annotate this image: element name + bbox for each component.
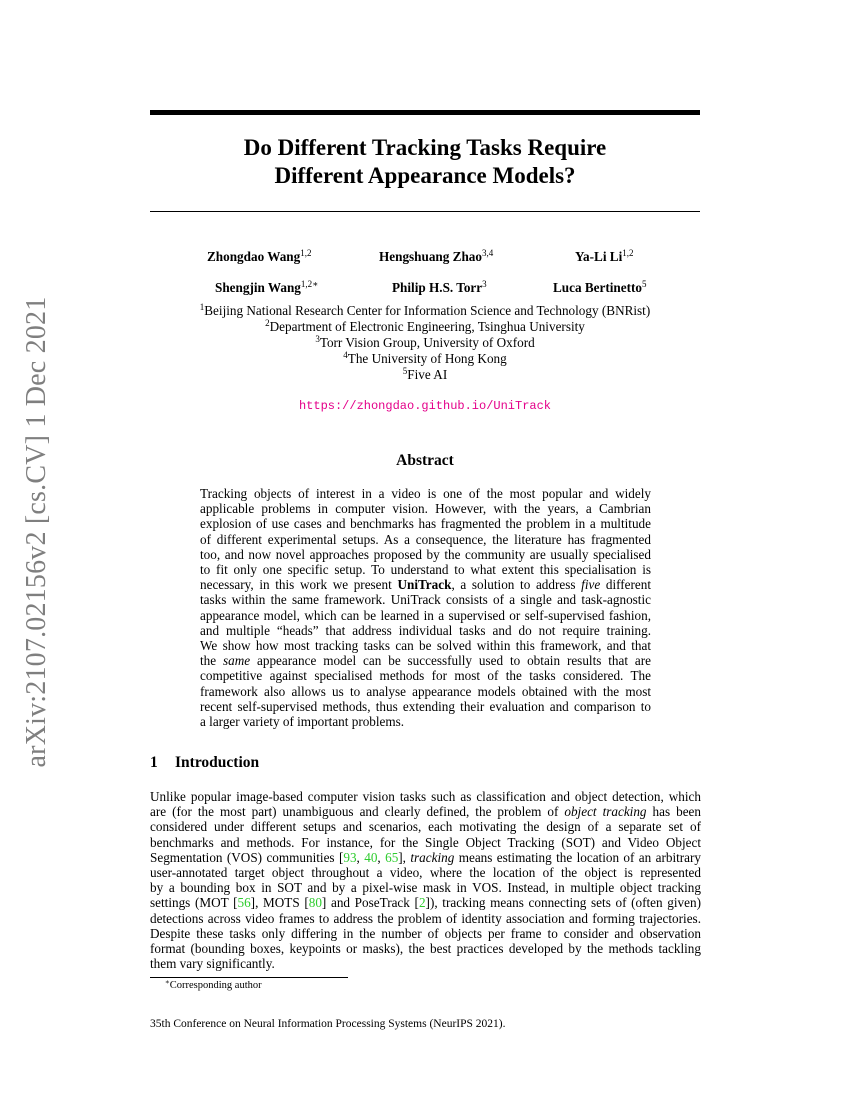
abstract-line: appearance model, which can be learned in a supervised or self-supervised fashion, — [200, 607, 651, 623]
intro-line: format (bounding boxes, keypoints or masks), the best practices developed by the methods tackling — [150, 941, 701, 957]
abstract-line: necessary, in this work we present UniTrack, a solution to address five different — [200, 577, 652, 593]
intro-line: considered under different setups and scenarios, each motivating the design of a separate set of — [150, 819, 701, 835]
intro-line: user-annotated target object throughout a video, where the location of the object is represented — [150, 865, 701, 881]
title-line-2: Different Appearance Models? — [274, 163, 576, 188]
intro-line: by a bounding box in SOT and by a pixel-wise mask in VOS. Instead, in multiple object tracking — [150, 880, 701, 896]
affiliation-1: $^1$Beijing National Research Center for Information Science and Technology (BNRist) — [199, 302, 651, 318]
abstract-line: too, and now novel approaches proposed by the community are usually specialised — [200, 546, 651, 562]
abstract-line: recent self-supervised methods, thus extending their evaluation and comparison to — [200, 698, 651, 714]
abstract-line: competitive against specialised methods for most of the tasks considered. The — [200, 668, 651, 684]
affiliation-5: $^5$Five AI — [402, 366, 448, 382]
intro-line: Despite these tasks only differing in the number of objects per frame to consider and observation — [150, 925, 701, 941]
conference-notice: 35th Conference on Neural Information Processing Systems (NeurIPS 2021). — [150, 1018, 506, 1030]
abstract-line: to fit only one specific setup. To understand to what extent this specialisation is — [200, 562, 651, 578]
footnote: ∗Corresponding author — [165, 978, 262, 991]
affiliations — [150, 303, 700, 383]
abstract-line: of different experimental setups. As a consequence, the literature has fragmented — [200, 531, 651, 547]
paper-title — [150, 134, 700, 190]
title-top-rule — [150, 110, 700, 115]
intro-line: are (for the most part) unambiguous and clearly defined, the problem of object tracking has been — [150, 804, 702, 820]
footnote-rule — [150, 977, 348, 978]
intro-line: benchmarks and methods. For instance, for the Single Object Tracking (SOT) and Video Object — [150, 834, 701, 850]
abstract-line: a larger variety of important problems. — [200, 714, 405, 730]
project-url-link[interactable]: https://zhongdao.github.io/UniTrack — [298, 399, 552, 413]
title-line-1: Do Different Tracking Tasks Require — [243, 135, 607, 160]
citation-link[interactable]: 56 — [237, 895, 251, 911]
abstract-line: tasks within the same framework. UniTrack consists of a single and task-agnostic — [200, 592, 651, 608]
author-ya-li-li: Ya-Li Li$^{1,2}$ — [575, 248, 634, 264]
author-zhongdao-wang: Zhongdao Wang$^{1,2}$ — [207, 248, 312, 264]
author-philip-torr: Philip H.S. Torr$^3$ — [392, 279, 487, 295]
intro-line: settings (MOT [56], MOTS [80] and PoseTrack [2]), tracking means connecting sets of (often given) — [150, 895, 701, 911]
abstract-line: and multiple “heads” that address individual tasks and do not require training. — [200, 622, 651, 638]
introduction-body — [150, 789, 701, 971]
intro-line: Segmentation (VOS) communities [93, 40, 65], tracking means estimating the location of an arbitrary — [150, 849, 702, 865]
affiliation-3: $^3$Torr Vision Group, University of Oxford — [315, 334, 535, 350]
abstract-line: We show how most tracking tasks can be solved within this framework, and that — [200, 638, 651, 654]
unitrack-name: UniTrack — [397, 577, 452, 593]
citation-link[interactable]: 2 — [418, 895, 426, 911]
intro-line: detections across video frames to address the problem of identity association and forming trajectories. — [150, 910, 701, 926]
author-shengjin-wang: Shengjin Wang$^{1,2∗}$ — [215, 279, 319, 295]
citation-link[interactable]: 65 — [385, 849, 399, 865]
abstract-line: Tracking objects of interest in a video is one of the most popular and widely — [200, 486, 651, 501]
abstract-line: the same appearance model can be successfully used to obtain results that are — [200, 653, 652, 669]
citation-link[interactable]: 80 — [308, 895, 322, 911]
abstract-line: framework also allows us to analyse appearance models obtained with the most — [200, 683, 651, 699]
citation-link[interactable]: 40 — [364, 849, 378, 865]
abstract-heading: Abstract — [396, 452, 454, 469]
affiliation-2: $^2$Department of Electronic Engineering, Tsinghua University — [265, 318, 585, 334]
abstract-line: explosion of use cases and benchmarks has fragmented the problem in a multitude — [200, 516, 651, 532]
citation-link[interactable]: 93 — [343, 849, 357, 865]
author-luca-bertinetto: Luca Bertinetto$^5$ — [553, 279, 647, 295]
abstract-body — [200, 486, 651, 729]
author-hengshuang-zhao: Hengshuang Zhao$^{3,4}$ — [379, 248, 494, 264]
arxiv-identifier-sidebar: arXiv:2107.02156v2 [cs.CV] 1 Dec 2021 — [21, 296, 52, 768]
abstract-line: applicable problems in computer vision. However, with the years, a Cambrian — [200, 501, 651, 517]
section-heading-introduction: 1 Introduction — [150, 754, 260, 771]
affiliation-4: $^4$The University of Hong Kong — [343, 350, 507, 366]
intro-line: Unlike popular image-based computer vision tasks such as classification and object detection, which — [150, 789, 701, 804]
title-bottom-rule — [150, 211, 700, 212]
intro-line: them vary significantly. — [150, 956, 275, 972]
